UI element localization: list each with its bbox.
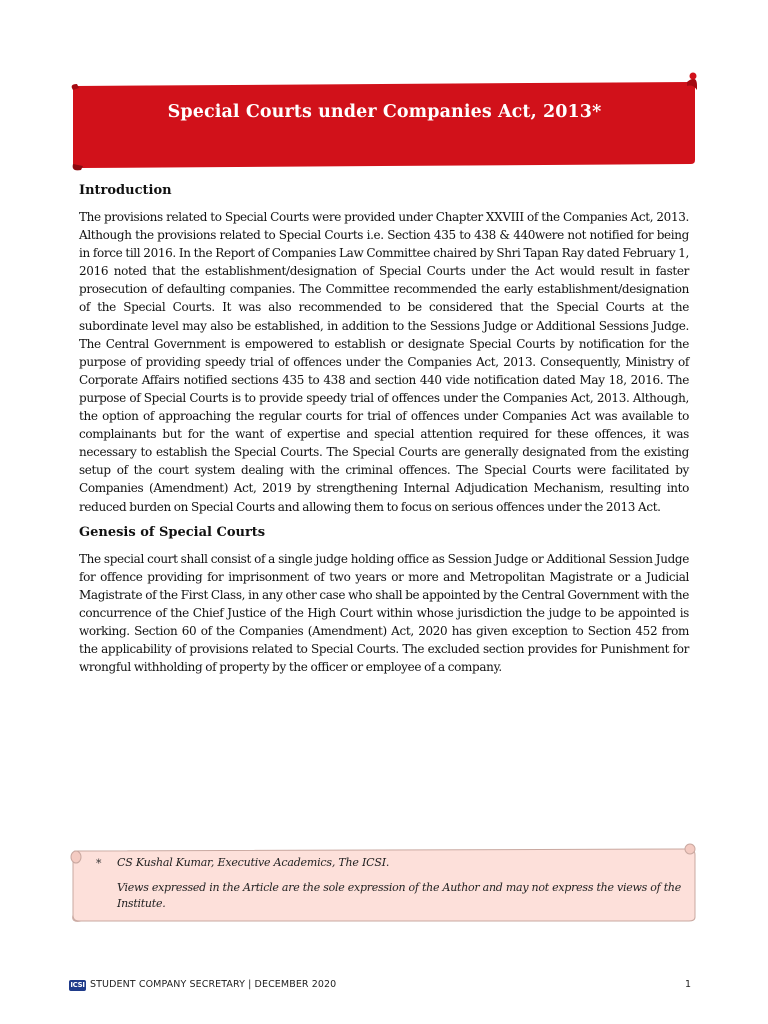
icsi-logo: ICSI — [70, 981, 85, 989]
banner-scroll-shape — [71, 80, 698, 172]
footnote-author: CS Kushal Kumar, Executive Academics, The ICSI. — [117, 856, 390, 869]
section-text-introduction: The provisions related to Special Courts were provided under Chapter XXVIII of the Companies Act, 2013. Although the provisions related to Special Courts i.e. Section 435 to 438 & 440were not notified for being in force till 2016. In the Report of Companies Law Committee chaired by Shri Tapan Ray dated February 1, 2016 noted that the establishment/designation of Special Courts under the Act would result in faster prosecution of defaulting companies. The Committee recommended the early establishment/designation of the Special Courts. It was also recommended to be considered that the Special Courts at the subordinate level may also be established, in addition to the Sessions Judge or Additional Sessions Judge. The Central Government is empowered to establish or designate Special Courts by notification for the purpose of providing speedy trial of offences under the Companies Act, 2013. Consequently, Ministry of Corporate Affairs notified sections 435 to 438 and section 440 vide notification dated May 18, 2016. The purpose of Special Courts is to provide speedy trial of offences under the Companies Act, 2013. Although, the option of approaching the regular courts for trial of offences under Companies Act was available to complainants but for the want of expertise and special attention required for these offences, it was necessary to establish the Special Courts. The Special Courts are generally designated from the existing setup of the court system dealing with the criminal offences. The Special Courts were facilitated by Companies (Amendment) Act, 2019 by strengthening Internal Adjudication Mechanism, resulting into reduced burden on Special Courts and allowing them to focus on serious offences under the 2013 Act. — [79, 210, 689, 514]
footnote-marker: * — [96, 857, 102, 870]
footnote-box — [69, 843, 698, 923]
title-banner — [71, 80, 698, 172]
section-heading-genesis: Genesis of Special Courts — [79, 524, 266, 540]
section-heading-introduction: Introduction — [79, 183, 172, 198]
article-body — [79, 182, 689, 684]
page-number: 1 — [685, 979, 692, 990]
section-text-genesis: The special court shall consist of a single judge holding office as Session Judge or Additional Session Judge for offence providing for imprisonment of two years or more and Metropolitan Magistrate or a Judicial Magistrate of the First Class, in any other case who shall be appointed by the Central Government with the concurrence of the Chief Justice of the High Court within whose jurisdiction the judge to be appointed is working. Section 60 of the Companies (Amendment) Act, 2020 has given exception to Section 452 from the applicability of provisions related to Special Courts. The excluded section provides for Punishment for wrongful withholding of property by the officer or employee of a company. — [79, 551, 689, 675]
article-title: Special Courts under Companies Act, 2013* — [167, 102, 602, 122]
footnote-disclaimer: Views expressed in the Article are the sole expression of the Author and may not express the views of the Institute. — [117, 881, 681, 910]
footer-publication: STUDENT COMPANY SECRETARY | DECEMBER 2020 — [90, 979, 337, 990]
